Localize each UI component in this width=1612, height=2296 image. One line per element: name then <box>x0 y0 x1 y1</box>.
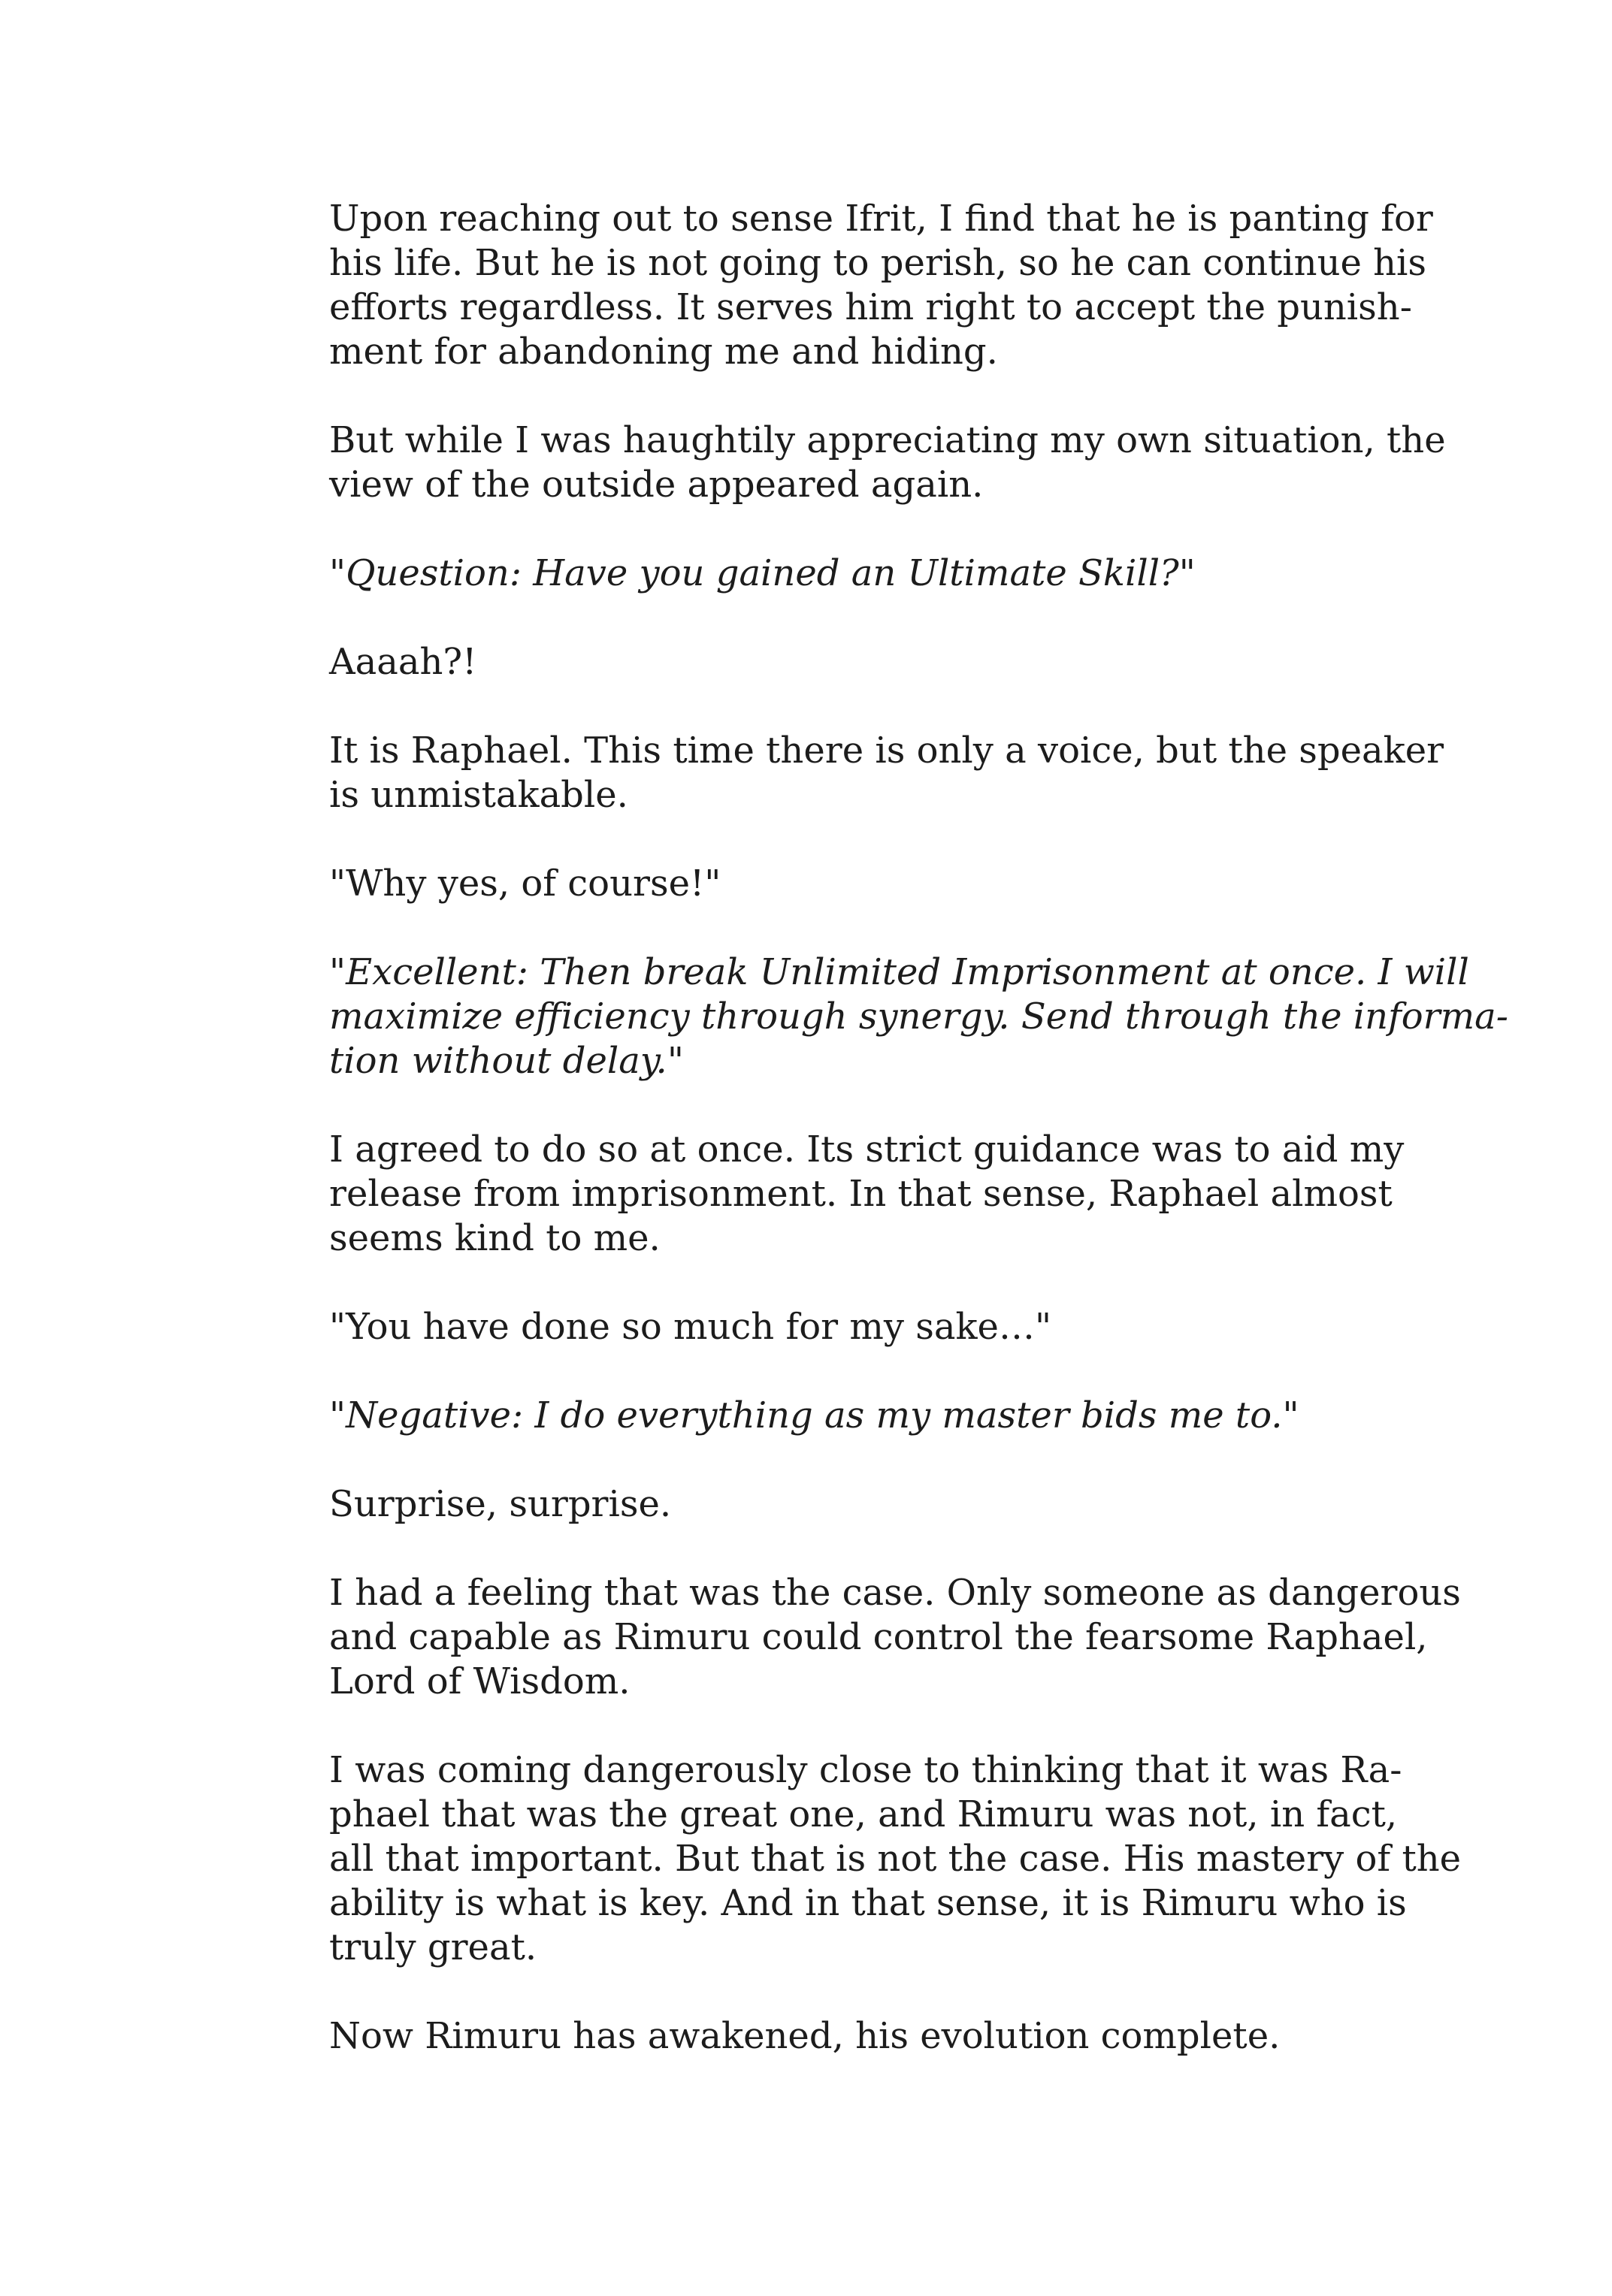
dialogue-italic <box>329 551 1285 596</box>
text-line: "You have done so much for my sake…" <box>329 1306 1052 1348</box>
paragraph <box>329 729 1444 817</box>
text-line: I was coming dangerously close to thinking that it was Ra- <box>329 1749 1402 1791</box>
text-line: I agreed to do so at once. Its strict guidance was to aid my <box>329 1128 1405 1171</box>
paragraph <box>329 2014 1285 2059</box>
text-line: efforts regardless. It serves him right to accept the punish- <box>329 286 1412 328</box>
text-line: his life. But he is not going to perish, so he can continue his <box>329 242 1427 284</box>
text-line: "Negative: I do everything as my master bids me to." <box>329 1394 1299 1437</box>
text-column <box>329 197 1508 2103</box>
text-line: maximize efficiency through synergy. Send through the informa- <box>329 995 1508 1038</box>
paragraph <box>329 1128 1405 1261</box>
dialogue <box>329 1305 1285 1349</box>
text-line: truly great. <box>329 1926 537 1968</box>
text-line: Now Rimuru has awakened, his evolution complete. <box>329 2015 1281 2057</box>
text-line: "Why yes, of course!" <box>329 863 721 905</box>
text-line: It is Raphael. This time there is only a voice, but the speaker <box>329 730 1444 772</box>
text-line: Upon reaching out to sense Ifrit, I find that he is panting for <box>329 198 1433 240</box>
dialogue-italic <box>329 950 1508 1083</box>
paragraph <box>329 197 1433 374</box>
text-line: "Question: Have you gained an Ultimate Skill?" <box>329 552 1196 594</box>
paragraph <box>329 1571 1461 1704</box>
text-line: But while I was haughtily appreciating my own situation, the <box>329 419 1446 461</box>
text-line: seems kind to me. <box>329 1217 661 1259</box>
text-line: all that important. But that is not the case. His mastery of the <box>329 1838 1462 1880</box>
text-line: and capable as Rimuru could control the fearsome Raphael, <box>329 1616 1428 1658</box>
text-line: is unmistakable. <box>329 774 628 816</box>
text-line: Aaaah?! <box>329 641 477 683</box>
text-line: ment for abandoning me and hiding. <box>329 331 998 373</box>
text-line: "Excellent: Then break Unlimited Imprisonment at once. I will <box>329 951 1469 993</box>
text-line: Surprise, surprise. <box>329 1483 672 1525</box>
paragraph <box>329 1482 1285 1527</box>
paragraph <box>329 1748 1462 1970</box>
dialogue <box>329 862 1285 906</box>
paragraph <box>329 418 1446 507</box>
text-line: I had a feeling that was the case. Only someone as dangerous <box>329 1572 1461 1614</box>
text-line: tion without delay." <box>329 1040 684 1082</box>
text-line: release from imprisonment. In that sense, Raphael almost <box>329 1173 1393 1215</box>
dialogue-italic <box>329 1394 1299 1438</box>
text-line: phael that was the great one, and Rimuru was not, in fact, <box>329 1793 1398 1835</box>
text-line: ability is what is key. And in that sense, it is Rimuru who is <box>329 1882 1407 1924</box>
text-line: view of the outside appeared again. <box>329 464 984 506</box>
text-line: Lord of Wisdom. <box>329 1660 631 1702</box>
paragraph <box>329 640 1285 684</box>
